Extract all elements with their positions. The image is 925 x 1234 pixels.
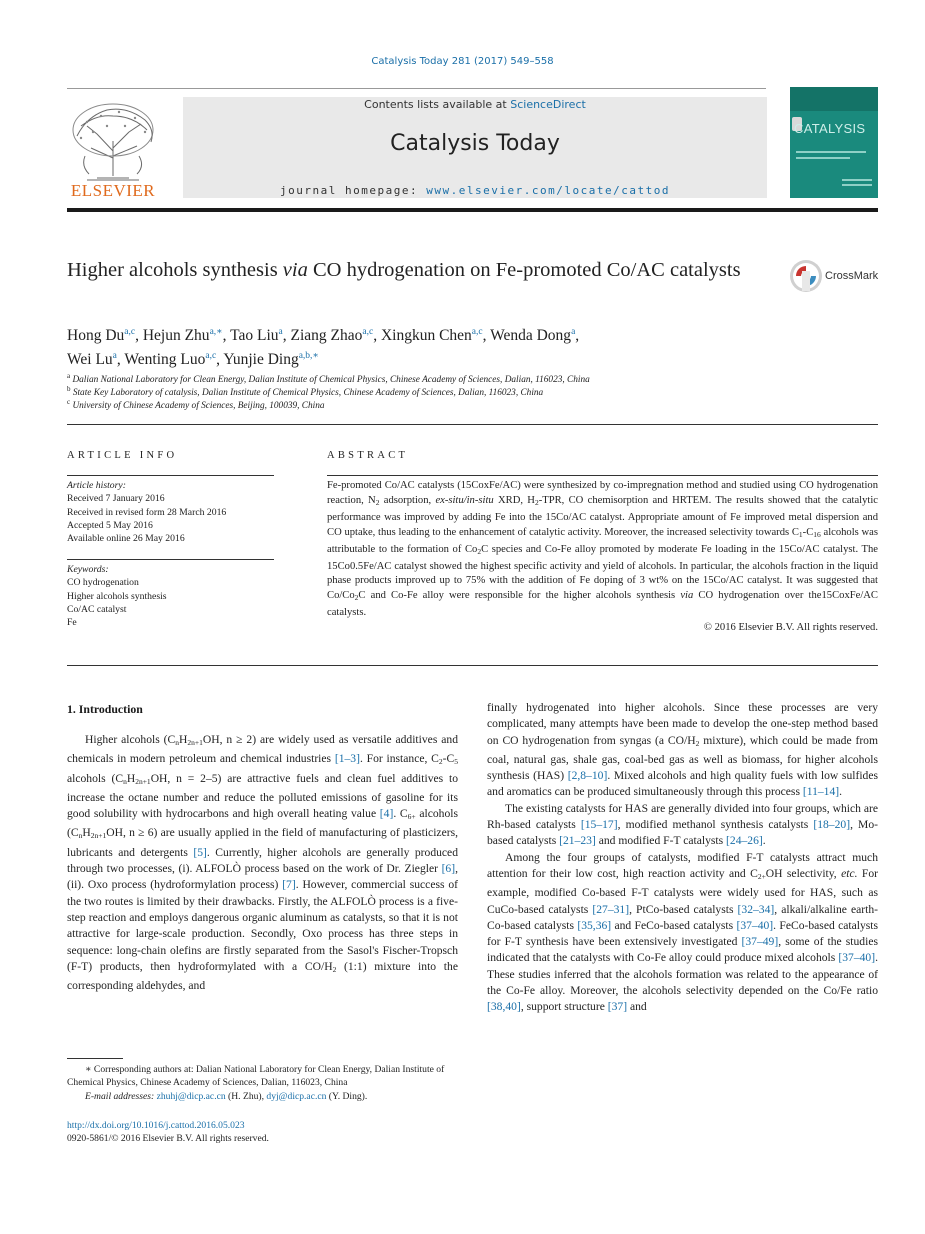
citation-link[interactable]: [37–40] bbox=[838, 951, 876, 965]
author-name[interactable]: Yunjie Ding bbox=[223, 351, 299, 368]
doi-block bbox=[67, 1119, 269, 1146]
sciencedirect-link[interactable]: ScienceDirect bbox=[510, 98, 586, 111]
elsevier-wordmark: ELSEVIER bbox=[70, 181, 156, 200]
email-link[interactable]: zhuhj@dicp.ac.cn bbox=[156, 1090, 226, 1102]
author-name[interactable]: Ziang Zhao bbox=[290, 327, 363, 344]
citation-link[interactable]: [1–3] bbox=[334, 752, 360, 766]
author-name[interactable]: Wei Lu bbox=[67, 351, 113, 368]
citation-link[interactable]: [4] bbox=[379, 807, 394, 821]
contents-prefix: Contents lists available at bbox=[364, 98, 511, 111]
citation-link[interactable]: [37–40] bbox=[736, 918, 774, 932]
issn-line: 0920-5861/© 2016 Elsevier B.V. All rights reserved. bbox=[67, 1133, 269, 1145]
author-affiliation-mark[interactable]: a,∗ bbox=[209, 327, 223, 337]
affiliation-text: State Key Laboratory of catalysis, Dalian Institute of Chemical Physics, Chinese Academy of Sciences, Dalian, 116023, China bbox=[72, 388, 544, 399]
citation-link[interactable]: [18–20] bbox=[813, 818, 851, 832]
homepage-prefix: journal homepage: bbox=[280, 184, 427, 197]
crossmark-icon[interactable] bbox=[789, 258, 823, 294]
affiliation-key: c bbox=[67, 398, 71, 406]
abstract-rule bbox=[327, 475, 878, 476]
author-affiliation-mark[interactable]: a,c bbox=[362, 327, 374, 337]
corresponding-note: ∗ Corresponding authors at: Dalian National Laboratory for Clean Energy, Dalian Institute of Chemical Physics, Chinese Academy of Sciences, Dalian, 116023, China bbox=[67, 1064, 445, 1089]
citation-link[interactable]: [27–31] bbox=[592, 902, 630, 916]
keyword: Fe bbox=[67, 617, 77, 629]
body-column-left bbox=[67, 732, 458, 994]
article-info-rule bbox=[67, 475, 274, 476]
author-list: Hong Du$^{a,c}$, Hejun Zhu$^{a,∗}$, Tao Liu$^a$, Ziang Zhao$^{a,c}$, Xingkun Chen$^{a,c}$, Wenda Dong$^a$, Wei Lu$^a$, Wenting Luo$^{a,c}$, Yunjie Ding$^{a,b,∗}$ bbox=[67, 327, 580, 368]
header-top-rule bbox=[67, 88, 766, 89]
introduction-heading: 1. Introduction bbox=[67, 702, 143, 716]
journal-reference[interactable]: Catalysis Today 281 (2017) 549–558 bbox=[371, 56, 554, 67]
email-label: E-mail addresses: bbox=[85, 1090, 155, 1102]
author-affiliation-mark[interactable]: a,b,∗ bbox=[298, 351, 319, 361]
history-item: Accepted 5 May 2016 bbox=[67, 519, 153, 531]
keyword: CO hydrogenation bbox=[67, 577, 139, 589]
author-affiliation-mark[interactable]: a,c bbox=[205, 351, 217, 361]
cover-title: CATALYSIS bbox=[794, 121, 866, 136]
footnote-rule bbox=[67, 1058, 123, 1059]
citation-link[interactable]: [21–23] bbox=[559, 834, 596, 848]
title-part-3: CO hydrogenation on Fe-promoted Co/AC catalysts bbox=[307, 259, 741, 281]
header-thick-rule bbox=[67, 208, 878, 212]
abstract-copyright: © 2016 Elsevier B.V. All rights reserved. bbox=[703, 622, 878, 634]
citation-link[interactable]: [24–26] bbox=[726, 834, 763, 848]
affiliation bbox=[67, 372, 590, 385]
author-affiliation-mark[interactable]: a,c bbox=[471, 327, 483, 337]
history-item: Available online 26 May 2016 bbox=[67, 533, 185, 545]
journal-homepage bbox=[183, 184, 767, 197]
author-affiliation-mark[interactable]: a bbox=[571, 327, 576, 337]
abstract-heading: ABSTRACT bbox=[327, 450, 409, 461]
keyword: Co/AC catalyst bbox=[67, 603, 127, 615]
section-divider bbox=[67, 424, 878, 425]
article-history bbox=[67, 479, 226, 545]
author-name[interactable]: Wenda Dong bbox=[490, 327, 572, 344]
homepage-link[interactable]: www.elsevier.com/locate/cattod bbox=[426, 184, 670, 197]
section-divider bbox=[67, 665, 878, 666]
citation-link[interactable]: [38,40] bbox=[487, 1000, 521, 1014]
contents-line bbox=[183, 98, 767, 111]
body-paragraph: Among the four groups of catalysts, modified F-T catalysts attract much attention for their low cost, high reaction activity and $C_{2+}OH$ selectivity, etc. For example, modified Co-based F-T catalysts were widely used for HAS, such as CuCo-based catalysts [27–31], PtCo-based catalysts [32–34], alkali/alkaline earth-Co-based catalysts [35,36] and FeCo-based catalysts [37–40]. FeCo-based catalysts for F-T synthesis have been extensively investigated [37–49], some of the studies indicated that the catalysts with Co-Fe alloy could produce mixed alcohols [37–40]. These studies inferred that the alcohols formation was related to the appearance of the Co-Fe alloy. Moreover, the alcohols selectivity depended on the Co/Fe ratio [38,40], support structure [37] and bbox=[487, 850, 878, 1014]
affiliation-text: University of Chinese Academy of Sciences, Beijing, 100039, China bbox=[72, 401, 325, 412]
citation-link[interactable]: [5] bbox=[193, 845, 207, 859]
body-paragraph: The existing catalysts for HAS are generally divided into four groups, which are Rh-based catalysts [15–17], modified methanol synthesis catalysts [18–20], Mo-based catalysts [21–23] and modified F-T catalysts [24–26]. bbox=[487, 801, 879, 848]
keywords bbox=[67, 563, 167, 629]
citation-link[interactable]: [2,8–10] bbox=[567, 769, 608, 783]
citation-link[interactable]: [35,36] bbox=[577, 918, 612, 932]
keywords-label: Keywords: bbox=[67, 564, 109, 575]
body-column-right bbox=[487, 700, 878, 1016]
author-affiliation-mark[interactable]: a,c bbox=[124, 327, 136, 337]
title-part-2: via bbox=[282, 259, 308, 281]
author-name[interactable]: Hejun Zhu bbox=[142, 327, 210, 344]
affiliation-key: b bbox=[67, 385, 71, 393]
article-info-heading: ARTICLE INFO bbox=[67, 450, 178, 461]
citation-link[interactable]: [7] bbox=[282, 878, 296, 892]
journal-name: Catalysis Today bbox=[390, 131, 560, 156]
keywords-rule bbox=[67, 559, 274, 560]
email-owner: (Y. Ding). bbox=[326, 1090, 368, 1102]
article-title bbox=[67, 257, 747, 283]
citation-link[interactable]: [37–49] bbox=[741, 935, 779, 949]
author-name[interactable]: Wenting Luo bbox=[124, 351, 206, 368]
citation-link[interactable]: [37] bbox=[607, 1000, 628, 1014]
citation-link[interactable]: [6] bbox=[441, 862, 456, 876]
body-paragraph: finally hydrogenated into higher alcohols. Since these processes are very complicated, many attempts have been made to develop the one-step method based on CO hydrogenation from syngas (a $CO/H_2$ mixture), which could be made from coal, natural gas, shale gas, coal-bed gas as well as biomass, for higher alcohols synthesis (HAS) [2,8–10]. Mixed alcohols and high quality fuels with low sulfides and aromatics can be produced simultaneously through this process [11–14]. bbox=[487, 701, 878, 799]
history-item: Received 7 January 2016 bbox=[67, 493, 165, 505]
citation-link[interactable]: [32–34] bbox=[737, 902, 775, 916]
affiliation bbox=[67, 385, 543, 398]
body-paragraph: Higher alcohols ($C_nH_{2n+1}OH$, n ≥ 2) are widely used as versatile additives and chemicals in modern petroleum and chemical industries [1–3]. For instance, $C_2-C_5$ alcohols ($C_nH_{2n+1}OH$, n = 2–5) are attractive fuels and clean fuel additives to increase the octane number and reduce the polluted emissions of gasoline for its good solubility with hydrocarbons and high overall heating value [4]. $C_{6+}$ alcohols ($C_nH_{2n+1}OH$, n ≥ 6) are usually applied in the field of manufacturing of plasticizers, lubricants and detergents [5]. Currently, higher alcohols are generally produced through two processes, (i). ALFOLÒ process based on the work of Dr. Ziegler [6], (ii). Oxo process (hydroformylation process) [7]. However, commercial success of the two routes is limited by their drawbacks. Firstly, the ALFOLÒ process is a five-step reaction and employs dangerous organic aluminum as catalysts, so that it is not attractive for large-scale production. Secondly, Oxo process has three steps in sequence: long-chain olefins are firstly separated from the Sasol's Fischer-Tropsch (F-T) products, then hydroformylated with a $CO/H_2$ (1:1) mixture into the corresponding aldehydes, and bbox=[67, 733, 459, 993]
citation-link[interactable]: [11–14] bbox=[802, 785, 840, 799]
keyword: Higher alcohols synthesis bbox=[67, 590, 167, 602]
author-name[interactable]: Tao Liu bbox=[230, 327, 279, 344]
corresponding-footnote bbox=[67, 1063, 461, 1103]
author-name[interactable]: Xingkun Chen bbox=[380, 327, 472, 344]
author-affiliation-mark[interactable]: a bbox=[278, 327, 283, 337]
journal-cover-image[interactable] bbox=[790, 87, 878, 198]
doi-link[interactable]: http://dx.doi.org/10.1016/j.cattod.2016.05.023 bbox=[67, 1120, 245, 1131]
citation-link[interactable]: [15–17] bbox=[580, 818, 618, 832]
affiliation-key: a bbox=[67, 372, 71, 380]
crossmark-label[interactable]: CrossMark bbox=[825, 270, 879, 282]
email-link[interactable]: dyj@dicp.ac.cn bbox=[266, 1090, 327, 1102]
author-name[interactable]: Hong Du bbox=[67, 327, 125, 344]
history-label: Article history: bbox=[67, 480, 126, 491]
abstract-text: Fe-promoted Co/AC catalysts (15CoxFe/AC) were synthesized by co-impregnation method and studied using CO hydrogenation reaction, $N_2$ adsorption, ex-situ/in-situ XRD, $H_2$-TPR, CO chemisorption and HRTEM. The results showed that the catalytic performance was improved by adding Fe into the 15Co/AC catalyst. Appropriate amount of Fe improved metal dispersion and CO uptake, thus leading to the enhancement of catalytic activity. Moreover, the increased selectivity towards $C_1-C_{16}$ alcohols was attributable to the formation of $Co_2C$ species and Co-Fe alloy promoted by moderate Fe loading in the 15Co/AC catalyst. The 15Co0.5Fe/AC catalyst showed the highest specific activity and yield of alcohols. In particular, the alcohols fraction in the liquid phase products improved up to 75% with the addition of Fe doping of 3 wt% on the 15Co/AC catalyst. It was suggested that $Co/Co_2C$ and Co-Fe alloy were responsible for the higher alcohols synthesis via CO hydrogenation over the15CoxFe/AC catalysts. © 2016 Elsevier B.V. All rights reserved. bbox=[327, 479, 878, 636]
author-affiliation-mark[interactable]: a bbox=[112, 351, 117, 361]
history-item: Received in revised form 28 March 2016 bbox=[67, 506, 227, 518]
email-line bbox=[67, 1090, 461, 1103]
affiliation-text: Dalian National Laboratory for Clean Energy, Dalian Institute of Chemical Physics, Chinese Academy of Sciences, Dalian, 116023, China bbox=[72, 375, 590, 386]
email-owner: (H. Zhu), bbox=[225, 1090, 267, 1102]
affiliation bbox=[67, 398, 325, 411]
title-part-1: Higher alcohols synthesis bbox=[67, 259, 283, 281]
